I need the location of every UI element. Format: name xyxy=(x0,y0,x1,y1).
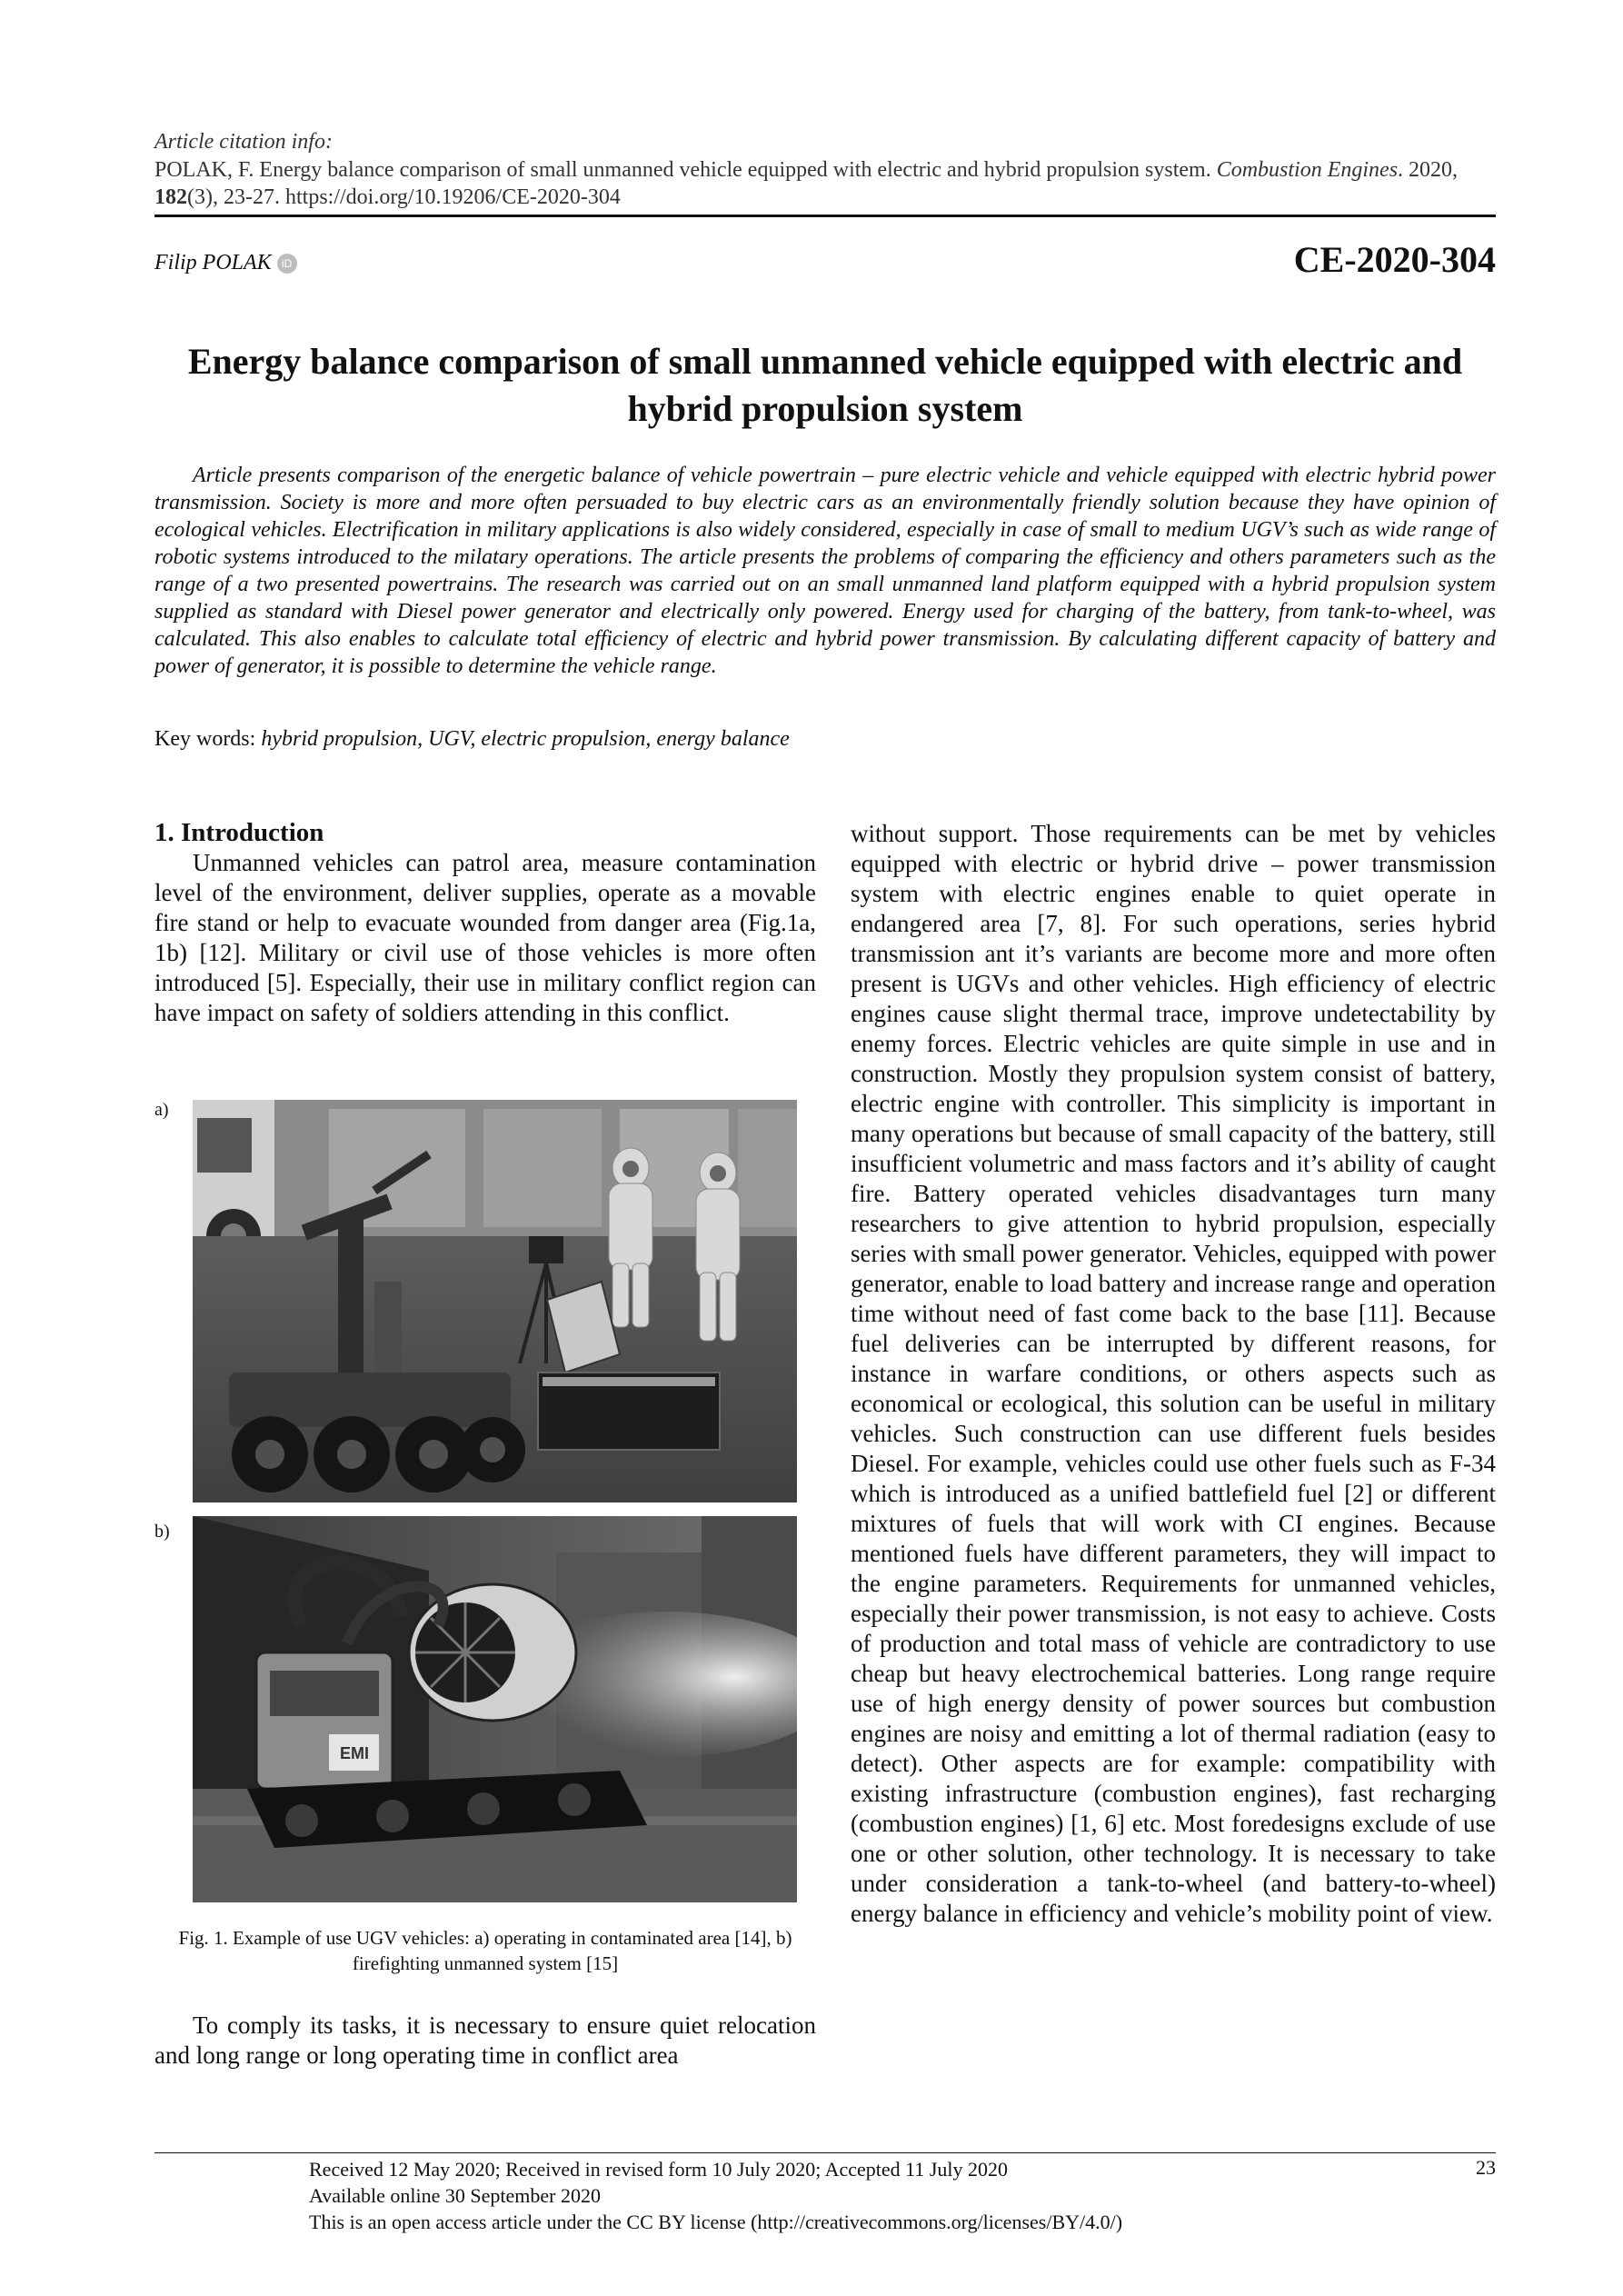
footer-available: Available online 30 September 2020 xyxy=(309,2184,601,2207)
figure-label-b: b) xyxy=(154,1522,170,1542)
citation-text xyxy=(154,156,1472,211)
intro-column-2 xyxy=(851,819,1496,1929)
paragraph-text: To comply its tasks, it is necessary to ensure quiet relocation and long range or long operating time in conflict area xyxy=(154,2011,816,2069)
emi-logo: EMI xyxy=(339,1744,370,1762)
footer-license: This is an open access article under the CC BY license (http://creativecommons.org/licenses/BY/4.0/) xyxy=(309,2211,1123,2233)
orcid-icon[interactable]: iD xyxy=(277,254,297,274)
footer-received: Received 12 May 2020; Received in revised form 10 July 2020; Accepted 11 July 2020 xyxy=(309,2158,1009,2181)
contaminated-area-robot-image xyxy=(193,1100,797,1502)
figure-1-caption: Fig. 1. Example of use UGV vehicles: a) operating in contaminated area [14], b) firefighting unmanned system [15] xyxy=(178,1927,792,1974)
footer-info xyxy=(309,2156,1122,2235)
citation-year: . 2020, xyxy=(1398,158,1459,182)
citation-journal: Combustion Engines xyxy=(1216,158,1399,182)
figure-label-a: a) xyxy=(154,1100,169,1120)
citation-prefix: POLAK, F. Energy balance comparison of small unmanned vehicle equipped with electric and hybrid propulsion system. xyxy=(154,158,1211,182)
section-heading-introduction: 1. Introduction xyxy=(154,818,324,847)
author xyxy=(154,251,297,275)
abstract: Article presents comparison of the energetic balance of vehicle powertrain – pure electric vehicle and vehicle equipped with electric hybrid power transmission. Society is more and more often persuaded to buy electric cars as an environmentally friendly solution because they have opinion of ecological vehicles. Electrification in military applications is also widely considered, especially in case of small to medium UGV’s such as wide range of robotic systems introduced to the milatary operations. The article presents the problems of comparing the efficiency and others parameters such as the range of a two presented powertrains. The research was carried out on an small unmanned land platform equipped with a hybrid propulsion system supplied as standard with Diesel power generator and electrically only powered. Energy used for charging of the battery, from tank-to-wheel, was calculated. This also enables to calculate total efficiency of electric and hybrid power transmission. By calculating different capacity of battery and power of generator, it is possible to determine the vehicle range. xyxy=(154,464,1496,678)
author-name: Filip POLAK xyxy=(154,251,272,275)
figure-1a-photo xyxy=(193,1100,797,1502)
figure-1b-photo xyxy=(193,1516,797,1902)
keywords xyxy=(154,727,790,752)
citation-heading: Article citation info: xyxy=(154,130,333,154)
article-id: CE-2020-304 xyxy=(1293,239,1496,280)
keywords-label: Key words: xyxy=(154,727,262,751)
citation-volume: 182 xyxy=(154,185,187,209)
top-rule xyxy=(154,215,1496,217)
keywords-value: hybrid propulsion, UGV, electric propulsion, energy balance xyxy=(261,727,790,751)
intro-paragraph-1 xyxy=(154,848,816,1028)
firefighting-ugv-image xyxy=(193,1516,797,1902)
paper-title: Energy balance comparison of small unmanned vehicle equipped with electric and hybrid propulsion system xyxy=(187,341,1463,429)
footer-rule xyxy=(154,2152,1496,2153)
intro-paragraph-2 xyxy=(154,2011,816,2071)
paragraph-text: without support. Those requirements can be met by vehicles equipped with electric or hybrid drive – power transmission system with electric engines enable to quiet operate in endangered area [7, 8]. For such operations, series hybrid transmission ant it’s variants are become more and more often present is UGVs and other vehicles. High efficiency of electric engines cause slight thermal trace, improve undetectability by enemy forces. Electric vehicles are quite simple in use and in construction. Mostly they propulsion system consist of battery, electric engine with controller. This simplicity is important in many operations but because of small capacity of the battery, still insufficient volumetric and mass factors and it’s ability of caught fire. Battery operated vehicles disadvantages turn many researchers to give attention to hybrid propulsion, especially series with small power generator. Vehicles, equipped with power generator, enable to load battery and increase range and operation time without need of fast come back to the base [11]. Because fuel deliveries can be interrupted by different reasons, for instance in warfare conditions, or others aspects such as economical or ecological, this solution can be useful in military vehicles. Such construction can use different fuels besides Diesel. For example, vehicles could use other fuels such as F-34 which is introduced as a unified battlefield fuel [2] or different mixtures of fuels that will work with CI engines. Because mentioned fuels have different parameters, they will impact to the engine parameters. Requirements for unmanned vehicles, especially their power transmission, is not easy to achieve. Costs of production and total mass of vehicle are contradictory to use cheap but heavy electrochemical batteries. Long range require use of high energy density of power sources but combustion engines are noisy and emitting a lot of thermal radiation (easy to detect). Other aspects are for example: compatibility with existing infrastructure (combustion engines), fast recharging (combustion engines) [1, 6] etc. Most foredesigns exclude of use one or other solution, other technology. It is necessary to take under consideration a tank-to-wheel (and battery-to-wheel) energy balance in efficiency and vehicle’s mobility point of view. xyxy=(851,820,1496,1927)
page-number: 23 xyxy=(1476,2156,1496,2179)
paragraph-text: Unmanned vehicles can patrol area, measure contamination level of the environment, deliver supplies, operate as a movable fire stand or help to evacuate wounded from danger area (Fig.1a, 1b) [12]. Military or civil use of those vehicles is more often introduced [5]. Especially, their use in military conflict region can have impact on safety of soldiers attending in this conflict. xyxy=(154,849,816,1026)
citation-rest: (3), 23-27. https://doi.org/10.19206/CE-2020-304 xyxy=(187,185,621,209)
